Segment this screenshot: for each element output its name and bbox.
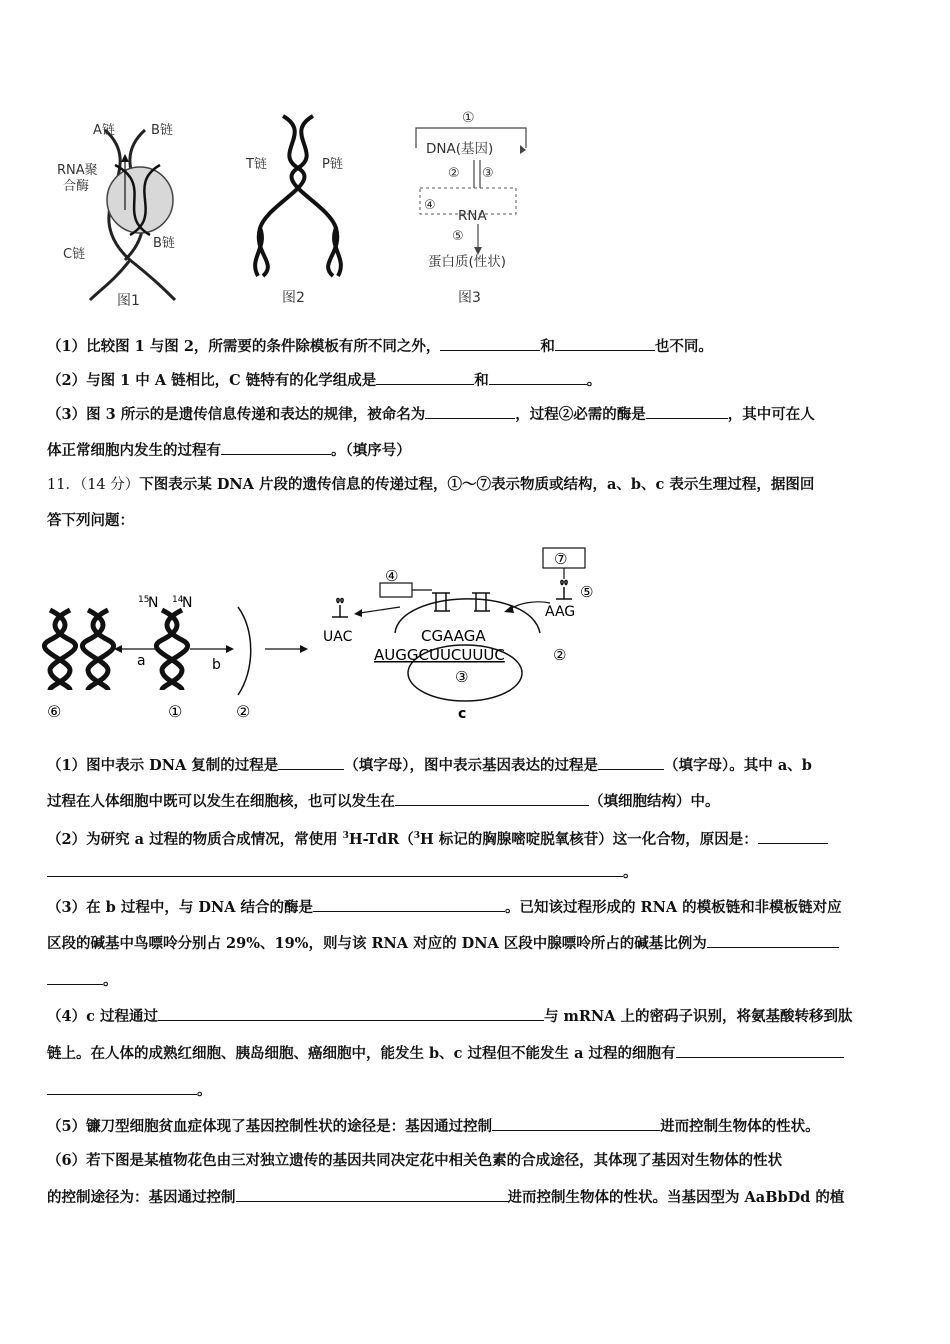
process-1-label: ①: [462, 110, 475, 126]
q11-part-1: （1）图中表示 DNA 复制的过程是 （填字母），图中表示基因表达的过程是 （填字母）。其中 a、b: [47, 757, 812, 774]
answer-blank[interactable]: [278, 755, 344, 770]
figure-11-gene-expression: [40, 545, 600, 725]
isotope-15-label: 15: [138, 595, 150, 605]
process-c-label: c: [458, 706, 467, 722]
nitrogen-label-1: N: [148, 595, 159, 611]
mrna-sequence-label: AUGGCUUCUUUC: [374, 646, 505, 664]
q11-part-4-cont: 链上。在人体的成熟红细胞、胰岛细胞、癌细胞中，能发生 b、c 过程但不能发生 a 过程的细胞有: [47, 1043, 844, 1064]
anticodon-sequence-label: CGAAGA: [421, 627, 486, 645]
c-chain-label: C链: [63, 247, 86, 262]
protein-trait-label: 蛋白质(性状): [428, 254, 507, 270]
figure-2-replication: [238, 108, 368, 283]
q11-part-3-cont: 区段的碱基中鸟嘌呤分别占 29%、19%，则与该 RNA 对应的 DNA 区段中腺嘌呤所占的碱基比例为: [47, 933, 839, 954]
answer-blank[interactable]: [158, 1006, 544, 1021]
process-5-label: ⑤: [452, 229, 464, 244]
process-b-label: b: [212, 657, 221, 673]
nitrogen-label-2: N: [182, 595, 193, 611]
q11-part-2: （2）为研究 a 过程的物质合成情况，常使用 $^3$H-TdR（$^3$H 标记的胸腺嘧啶脱氧核苷）这一化合物，原因是：: [47, 826, 828, 850]
q10-part-2: （2）与图 1 中 A 链相比，C 链特有的化学组成是 和 。: [47, 372, 602, 389]
answer-blank[interactable]: [555, 336, 655, 351]
dna-helix-6: [44, 610, 113, 690]
process-4-label: ④: [424, 198, 436, 213]
q11-part-6: （6）若下图是某植物花色由三对独立遗传的基因共同决定花中相关色素的合成途径，其体现了基因对生物体的性状: [47, 1152, 783, 1169]
q10-part-3-cont: 体正常细胞内发生的过程有 。（填序号）: [47, 442, 411, 459]
q11-part-4-cont2: 。: [47, 1080, 212, 1101]
q10-part-3: （3）图 3 所示的是遗传信息传递和表达的规律，被命名为 ，过程②必需的酶是 ，其中可在人: [47, 406, 815, 423]
answer-blank[interactable]: [313, 897, 505, 912]
rna-polymerase-label-2: 合酶: [63, 179, 90, 194]
figure-3-caption: 图3: [458, 290, 481, 306]
anticodon-uac-label: UAC: [323, 629, 353, 645]
answer-blank[interactable]: [492, 1116, 660, 1131]
q11-part-3: （3）在 b 过程中，与 DNA 结合的酶是 。已知该过程形成的 RNA 的模板链和非模板链对应: [47, 899, 842, 916]
q11-header-line2: 答下列问题：: [47, 512, 134, 529]
answer-blank[interactable]: [425, 404, 515, 419]
arrow-left-icon: [354, 609, 362, 617]
q11-part-5: （5）镰刀型细胞贫血症体现了基因控制性状的途径是：基因通过控制 进而控制生物体的性状。: [47, 1118, 820, 1135]
figure-1-transcription: [55, 110, 205, 310]
q11-part-2-cont: 。: [47, 862, 638, 883]
q10-part-1: （1）比较图 1 与图 2，所需要的条件除模板有所不同之外， 和 也不同。: [47, 338, 713, 355]
mrna-strand: [238, 607, 251, 695]
answer-blank[interactable]: [236, 1187, 508, 1202]
structure-1-label: ①: [168, 702, 183, 721]
rna-polymerase-label-1: RNA聚: [57, 163, 98, 178]
answer-blank[interactable]: [376, 370, 474, 385]
structure-6-label: ⑥: [47, 702, 62, 721]
rna-label: RNA: [458, 208, 487, 224]
q11-header: 11．（14 分）下图表示某 DNA 片段的遗传信息的传递过程，①～⑦表示物质或结构，a、b、c 表示生理过程，据图回: [47, 476, 815, 493]
t-chain-label: T链: [246, 157, 267, 172]
answer-blank[interactable]: [395, 791, 589, 806]
q11-part-4: （4）c 过程通过 与 mRNA 上的密码子识别，将氨基酸转移到肽: [47, 1008, 853, 1025]
process-a-label: a: [137, 653, 146, 669]
isotope-14-label: 14: [172, 595, 184, 605]
p-chain-label: P链: [322, 157, 343, 172]
answer-blank[interactable]: [47, 862, 623, 877]
answer-blank[interactable]: [646, 404, 728, 419]
dna-gene-label: DNA(基因): [426, 141, 494, 157]
figure-3-central-dogma: [408, 100, 543, 280]
structure-2-right-label: ②: [553, 646, 567, 664]
answer-blank[interactable]: [707, 933, 839, 948]
b-chain-label-bottom: B链: [153, 236, 175, 251]
figure-2-caption: 图2: [282, 290, 305, 306]
q11-part-1-cont: 过程在人体细胞中既可以发生在细胞核，也可以发生在 （填细胞结构）中。: [47, 793, 720, 810]
structure-7-label: ⑦: [554, 550, 568, 568]
structure-2-left-label: ②: [236, 702, 251, 721]
answer-blank[interactable]: [598, 755, 664, 770]
answer-blank[interactable]: [47, 1080, 197, 1095]
q11-part-3-cont2: 。: [47, 970, 118, 991]
answer-blank[interactable]: [47, 970, 103, 985]
arrow-right-icon: [226, 645, 234, 653]
answer-blank[interactable]: [489, 370, 587, 385]
b-chain-label-top: B链: [151, 123, 173, 138]
structure-5-label: ⑤: [580, 583, 594, 601]
rna-polymerase-shape: [107, 167, 173, 233]
process-3-label: ③: [482, 166, 494, 181]
dna-helix-1: [156, 610, 187, 690]
q11-part-6-cont: 的控制途径为：基因通过控制 进而控制生物体的性状。当基因型为 AaBbDd 的植: [47, 1189, 845, 1206]
answer-blank[interactable]: [676, 1043, 844, 1058]
structure-4-label: ④: [385, 567, 399, 585]
answer-blank[interactable]: [221, 440, 331, 455]
arrow-right-icon: [300, 645, 308, 653]
answer-blank[interactable]: [758, 829, 828, 844]
a-chain-label: A链: [93, 123, 115, 138]
answer-blank[interactable]: [440, 336, 540, 351]
structure-3-label: ③: [455, 668, 469, 686]
peptide-chain-box: [380, 583, 412, 597]
figure-1-caption: 图1: [117, 293, 140, 309]
anticodon-aag-label: AAG: [545, 604, 576, 620]
process-2-label: ②: [448, 166, 460, 181]
